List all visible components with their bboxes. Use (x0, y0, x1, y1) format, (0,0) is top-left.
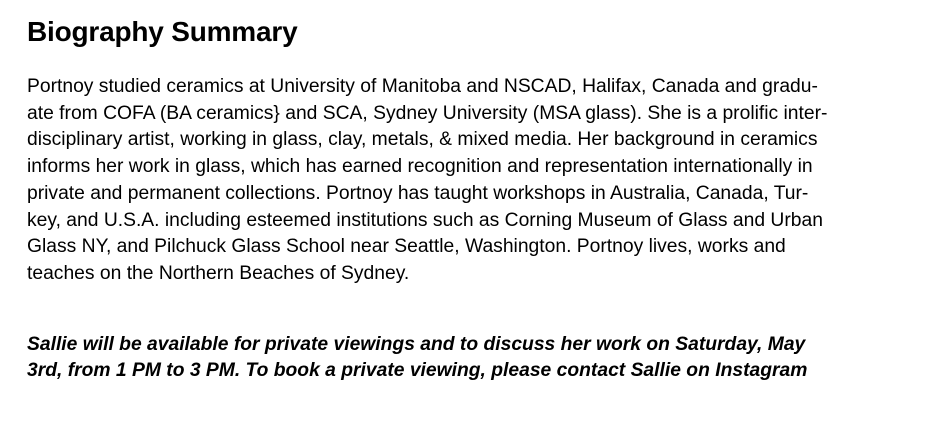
paragraph-line: private and permanent collections. Portnoy has taught workshops in Australia, Canada, Tur- (27, 182, 809, 204)
document-page (27, 12, 927, 385)
biography-paragraph (27, 74, 927, 288)
note-line: 3rd, from 1 PM to 3 PM. To book a private viewing, please contact Sallie on Instagram (27, 360, 808, 382)
paragraph-line: Portnoy studied ceramics at University of Manitoba and NSCAD, Halifax, Canada and gradu- (27, 76, 818, 97)
note-line: Sallie will be available for private viewings and to discuss her work on Saturday, May (27, 333, 806, 355)
paragraph-line: Glass NY, and Pilchuck Glass School near Seattle, Washington. Portnoy lives, works and (27, 236, 786, 258)
paragraph-line: informs her work in glass, which has earned recognition and representation internationally in (27, 156, 813, 178)
paragraph-line: key, and U.S.A. including esteemed institutions such as Corning Museum of Glass and Urban (27, 209, 823, 231)
paragraph-line: teaches on the Northern Beaches of Sydney. (27, 262, 410, 284)
paragraph-line: disciplinary artist, working in glass, clay, metals, & mixed media. Her background in ceramics (27, 129, 818, 151)
viewing-note (27, 332, 927, 385)
paragraph-line: ate from COFA (BA ceramics} and SCA, Sydney University (MSA glass). She is a prolific inter- (27, 102, 828, 124)
page-title: Biography Summary (27, 16, 298, 47)
